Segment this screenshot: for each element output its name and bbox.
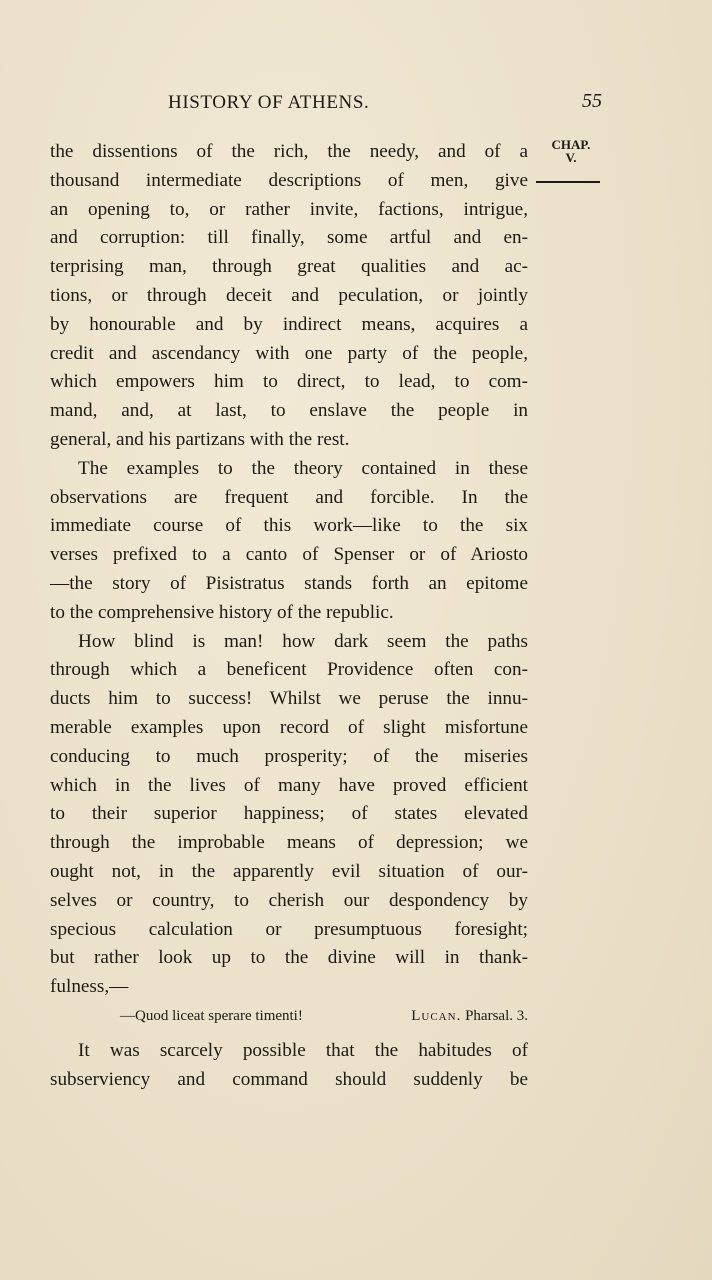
- chapter-number: V.: [565, 150, 577, 165]
- paragraph-4: [50, 1037, 528, 1095]
- text-line: fulness,—: [50, 976, 129, 998]
- text-line: mand, and, at last, to enslave the people in: [50, 400, 528, 422]
- text-line: verses prefixed to a canto of Spenser or of Ariosto: [50, 544, 528, 566]
- text-line: an opening to, or rather invite, factions, intrigue,: [50, 198, 528, 220]
- text-line: How blind is man! how dark seem the paths: [78, 630, 528, 652]
- paragraph-1: [50, 138, 528, 455]
- text-line: which empowers him to direct, to lead, to com-: [50, 371, 528, 393]
- chapter-marginal-note: [540, 138, 602, 164]
- text-line: tions, or through deceit and peculation, or jointly: [50, 284, 528, 306]
- text-line: The examples to the theory contained in these: [78, 457, 528, 479]
- text-line: observations are frequent and forcible. In the: [50, 486, 528, 508]
- text-line: thousand intermediate descriptions of men, give: [50, 169, 528, 191]
- quotation-author: Lucan.: [411, 1007, 462, 1024]
- text-line: to the comprehensive history of the republic.: [50, 601, 394, 623]
- text-line: the dissentions of the rich, the needy, and of a: [50, 141, 528, 162]
- text-line: but rather look up to the divine will in thank-: [50, 947, 528, 969]
- body-text: [50, 138, 528, 1094]
- text-line: specious calculation or presumptuous foresight;: [50, 918, 528, 940]
- text-line: It was scarcely possible that the habitudes of: [78, 1039, 528, 1061]
- text-line: ought not, in the apparently evil situation of our-: [50, 860, 528, 882]
- text-line: immediate course of this work—like to the six: [50, 515, 528, 537]
- text-line: through the improbable means of depression; we: [50, 832, 528, 854]
- quotation-source: Pharsal. 3.: [465, 1007, 528, 1024]
- running-title: HISTORY OF ATHENS.: [168, 92, 370, 113]
- text-line: ducts him to success! Whilst we peruse the innu-: [50, 688, 528, 710]
- quotation: [50, 1002, 528, 1031]
- text-line: credit and ascendancy with one party of the people,: [50, 342, 528, 364]
- text-line: through which a beneficent Providence often con-: [50, 659, 528, 681]
- text-line: which in the lives of many have proved efficient: [50, 774, 528, 796]
- page-number: 55: [582, 90, 602, 112]
- text-line: and corruption: till finally, some artful and en-: [50, 227, 528, 249]
- paragraph-3: [50, 628, 528, 1002]
- text-line: terprising man, through great qualities and ac-: [50, 256, 528, 278]
- text-line: —the story of Pisistratus stands forth an epitome: [50, 572, 528, 594]
- quotation-text: —Quod liceat sperare timenti!: [120, 1007, 303, 1024]
- text-line: to their superior happiness; of states elevated: [50, 803, 528, 825]
- paragraph-2: [50, 455, 528, 628]
- text-line: conducing to much prosperity; of the miseries: [50, 745, 528, 767]
- text-line: selves or country, to cherish our despondency by: [50, 889, 528, 911]
- quotation-attribution: [411, 1002, 528, 1031]
- chapter-label: CHAP.: [551, 137, 591, 152]
- marginal-rule: [536, 181, 600, 183]
- text-line: merable examples upon record of slight misfortune: [50, 716, 528, 738]
- text-line: subserviency and command should suddenly be: [50, 1068, 528, 1090]
- text-line: by honourable and by indirect means, acquires a: [50, 313, 528, 335]
- text-line: general, and his partizans with the rest.: [50, 428, 350, 450]
